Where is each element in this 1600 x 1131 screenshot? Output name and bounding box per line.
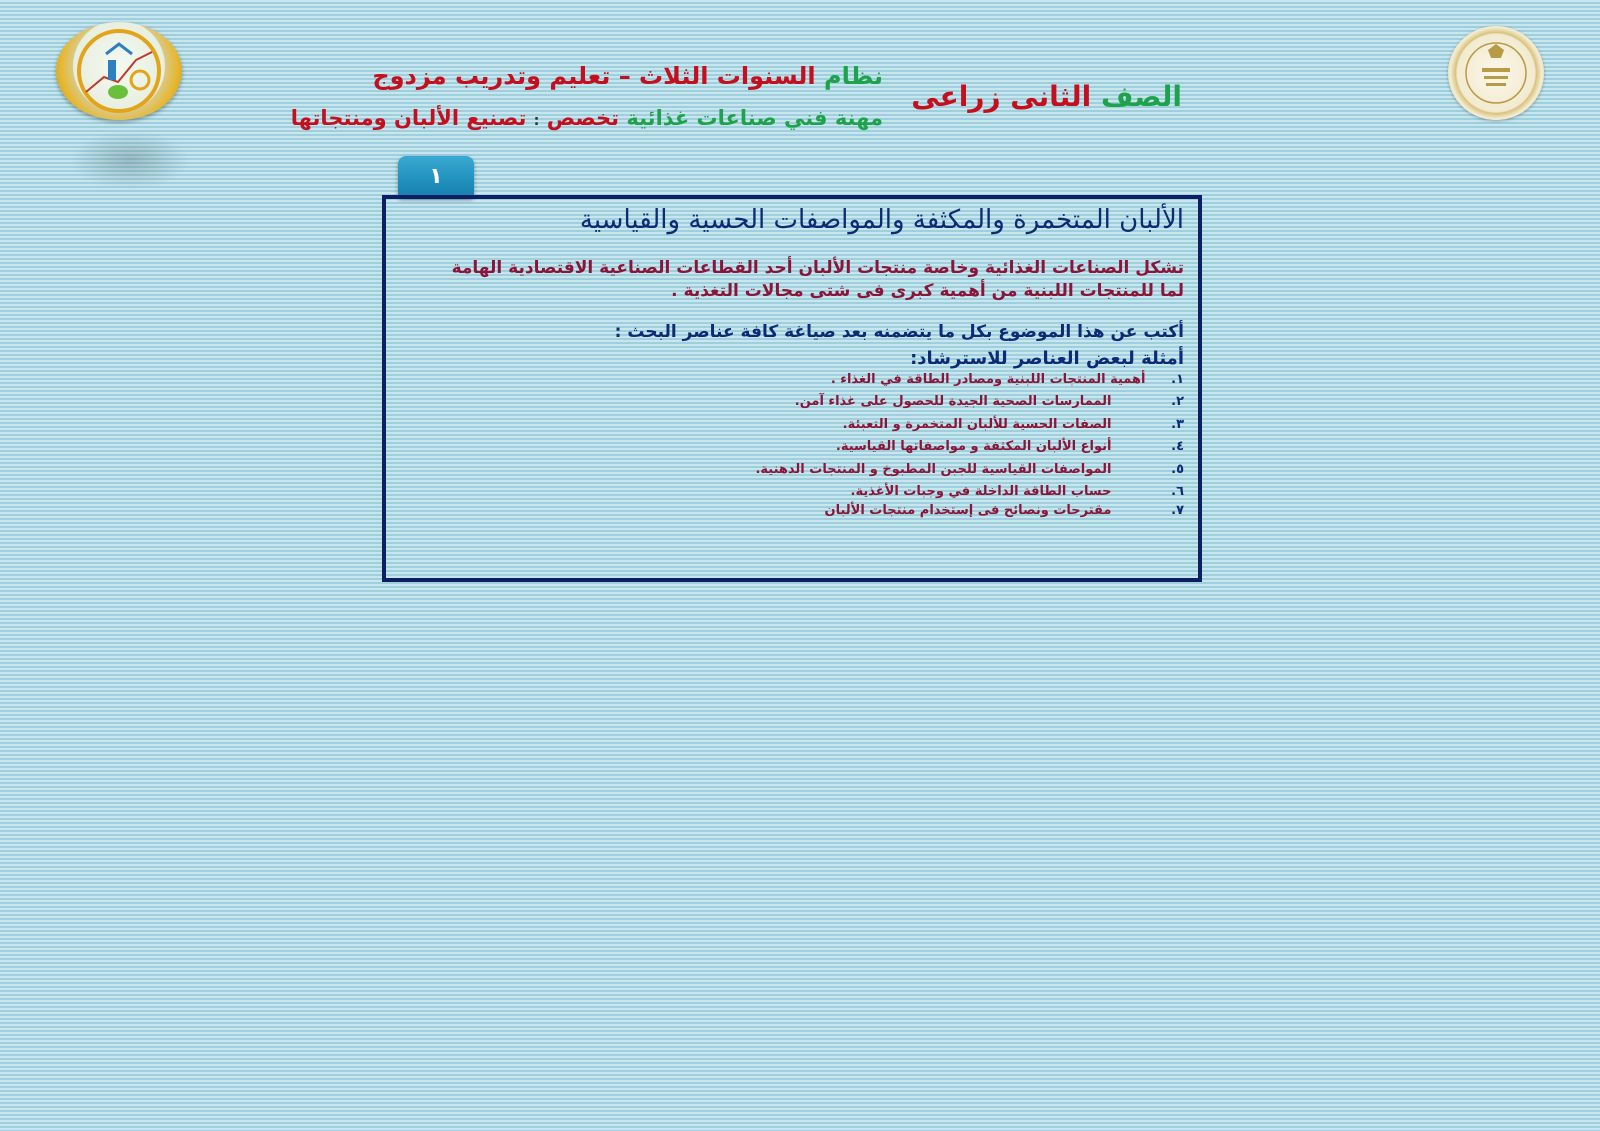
list-item xyxy=(795,394,1184,409)
document-title: الألبان المتخمرة والمكثفة والمواصفات الحسية والقياسية xyxy=(579,205,1184,235)
list-item-number: ٢. xyxy=(1171,394,1184,409)
grade-heading xyxy=(911,80,1182,113)
list-item-number: ٤. xyxy=(1171,439,1184,454)
list-item-number: ٥. xyxy=(1171,462,1184,477)
grade-label: الصف xyxy=(1100,80,1182,113)
list-item-text: حساب الطاقة الداخلة في وجبات الأغذية. xyxy=(850,484,1112,499)
content-box xyxy=(382,195,1202,582)
list-item-text: الممارسات الصحية الجيدة للحصول على غذاء آمن. xyxy=(794,394,1112,409)
list-item xyxy=(755,462,1184,477)
list-item-text: مقترحات ونصائح فى إستخدام منتجات الألبان xyxy=(824,503,1112,518)
list-item-text: الصفات الحسية للألبان المتخمرة و التعبئة. xyxy=(842,417,1112,432)
list-item-number: ٦. xyxy=(1171,484,1184,499)
profession-line xyxy=(291,106,883,130)
list-item-text: المواصفات القياسية للجبن المطبوخ و المنتجات الدهنية. xyxy=(755,462,1112,477)
technical-education-logo xyxy=(56,22,182,120)
logo-shadow xyxy=(70,130,190,190)
specialization-value: تصنيع الألبان ومنتجاتها xyxy=(290,106,527,130)
list-item-text: أنواع الألبان المكثفة و مواصفاتها القياسية. xyxy=(835,439,1112,454)
examples-label: أمثلة لبعض العناصر للاسترشاد: xyxy=(910,348,1184,369)
intro-line-2: لما للمنتجات اللبنية من أهمية كبرى فى شتى مجالات التغذية . xyxy=(671,281,1184,301)
profession-label: مهنة فني صناعات غذائية xyxy=(626,106,883,130)
program-name: السنوات الثلاث – تعليم وتدريب مزدوج xyxy=(372,62,816,90)
list-item xyxy=(831,372,1184,387)
list-item-text: أهمية المنتجات اللبنية ومصادر الطاقة في الغذاء . xyxy=(830,372,1146,387)
intro-line-1: تشكل الصناعات الغذائية وخاصة منتجات الألبان أحد القطاعات الصناعية الاقتصادية الهامة xyxy=(451,258,1184,278)
ministry-seal-icon xyxy=(1448,26,1544,120)
grade-value: الثانى زراعى xyxy=(911,80,1092,113)
specialization-label: تخصص xyxy=(546,106,620,130)
list-item xyxy=(824,503,1184,518)
list-item xyxy=(843,417,1184,432)
list-item-number: ٧. xyxy=(1171,503,1184,518)
page-tab[interactable]: ١ xyxy=(398,156,474,198)
separator: : xyxy=(533,113,540,129)
list-item xyxy=(836,439,1184,454)
instruction-text: أكتب عن هذا الموضوع بكل ما يتضمنه بعد صياغة كافة عناصر البحث : xyxy=(614,322,1184,342)
list-item xyxy=(851,484,1184,499)
intro-paragraph xyxy=(452,257,1184,303)
program-title xyxy=(372,62,883,90)
program-prefix: نظام xyxy=(824,62,883,90)
list-item-number: ١. xyxy=(1171,372,1184,387)
list-item-number: ٣. xyxy=(1171,417,1184,432)
